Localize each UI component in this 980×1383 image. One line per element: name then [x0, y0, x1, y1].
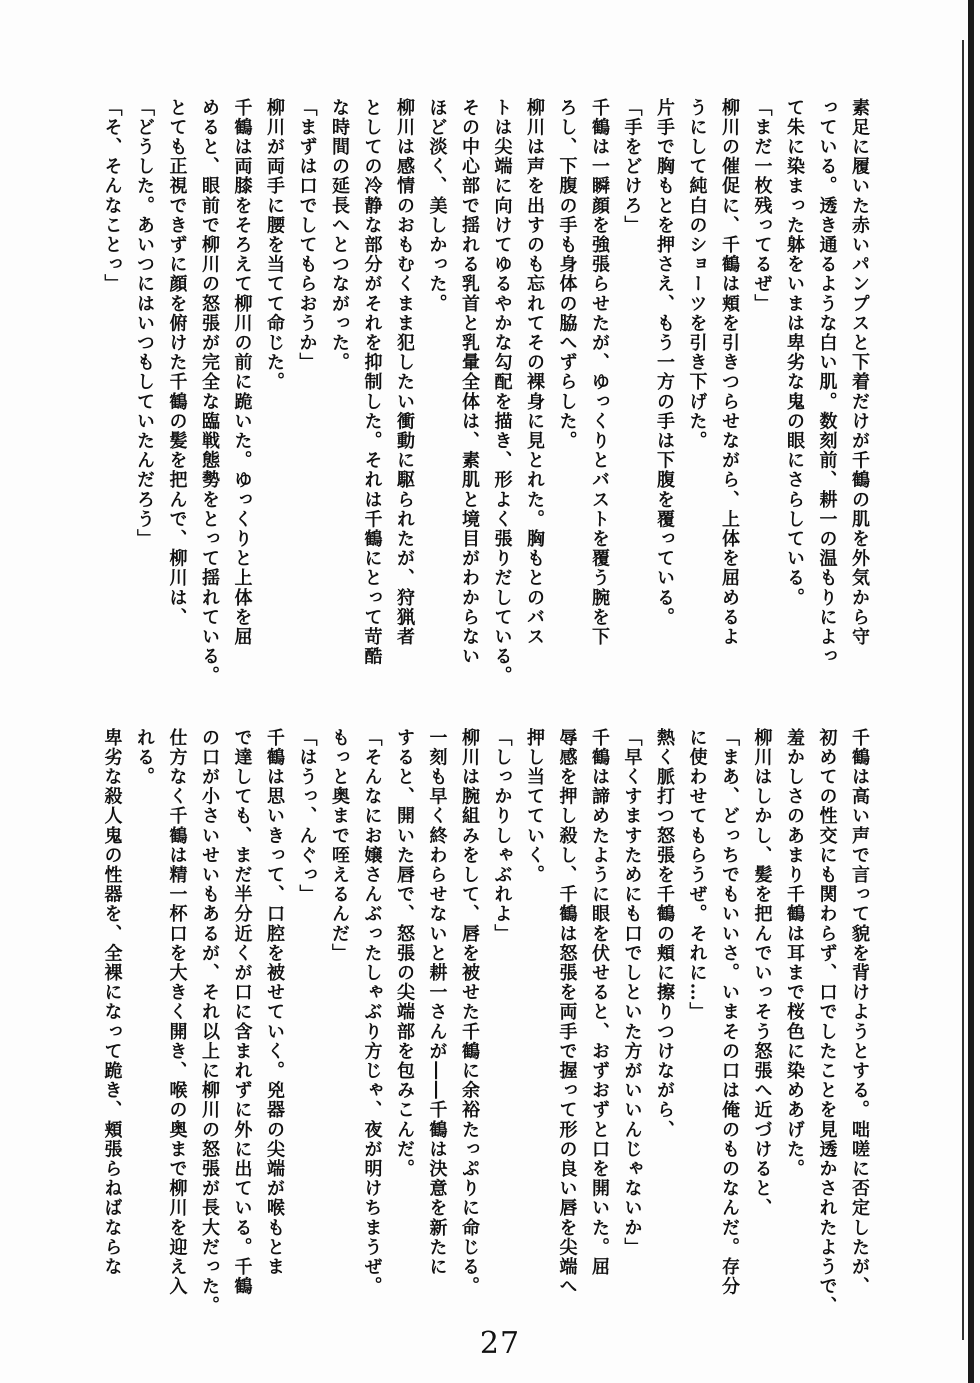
text-line: て朱に染まった躰をいまは卑劣な鬼の眼にさらしている。 [784, 98, 805, 608]
text-line: 「まずは口でしてもらおうか」 [296, 98, 318, 373]
text-line: めると、眼前で柳川の怒張が完全な臨戦態勢をとって揺れている。 [199, 98, 220, 686]
text-line: トは尖端に向けてゆるやかな勾配を描き、形よく張りだしている。 [491, 98, 513, 686]
text-line: 柳川は腕組みをして、唇を被せた千鶴に余裕たっぷりに命じる。 [459, 728, 480, 1297]
text-line: 千鶴は諦めたように眼を伏せると、おずおずと口を開いた。屈 [589, 728, 610, 1277]
text-line: すると、開いた唇で、怒張の尖端部を包みこんだ。 [394, 728, 415, 1179]
text-line: ほど淡く、美しかった。 [426, 98, 448, 314]
text-line: っている。透き通るような白い肌。数刻前、耕一の温もりによっ [816, 98, 838, 667]
text-line: 片手で胸もとを押さえ、もう一方の手は下腹を覆っている。 [654, 98, 675, 628]
text-line: とても正視できずに顔を俯けた千鶴の髪を把んで、柳川は、 [166, 98, 188, 628]
text-line: 羞かしさのあまり千鶴は耳まで桜色に染めあげた。 [784, 728, 805, 1179]
text-line: 「どうした。あいつにはいつもしていたんだろう」 [134, 98, 155, 549]
text-line: 柳川は声を出すのも忘れてその裸身に見とれた。胸もとのバス [524, 98, 545, 647]
text-line: 「まだ一枚残ってるぜ」 [751, 98, 773, 314]
text-line: 仕方なく千鶴は精一杯口を大きく開き、喉の奥まで柳川を迎え入 [166, 728, 188, 1297]
text-line: 素足に履いた赤いパンプスと下着だけが千鶴の肌を外気から守 [849, 98, 870, 647]
text-line: れる。 [134, 728, 155, 787]
page-number: 27 [479, 1326, 521, 1361]
text-line: 熱く脈打つ怒張を千鶴の頬に擦りつけながら、 [654, 728, 675, 1140]
text-line: 柳川の催促に、千鶴は頬を引きつらせながら、上体を屈めるよ [719, 98, 740, 647]
text-line: 一刻も早く終わらせないと耕一さんが――千鶴は決意を新たに [426, 728, 448, 1277]
text-line: に使わせてもらうぜ。それに…」 [686, 728, 708, 1022]
text-line: 柳川はしかし、髪を把んでいっそう怒張へ近づけると、 [751, 728, 773, 1218]
text-line: 押し当てていく。 [524, 728, 545, 885]
page-edge-line [962, 40, 964, 1340]
text-line: 「まあ、どっちでもいいさ。いまその口は俺のものなんだ。存分 [719, 728, 740, 1297]
text-line: 「しっかりしゃぶれよ」 [491, 728, 513, 944]
text-line: その中心部で揺れる乳首と乳暈全体は、素肌と境目がわからない [459, 98, 480, 667]
text-line: 柳川は感情のおもむくまま犯したい衝動に駆られたが、狩猟者 [394, 98, 415, 647]
text-line: 「そんなにお嬢さんぶったしゃぶり方じゃ、夜が明けちまうぜ。 [361, 728, 383, 1297]
text-line: 辱感を押し殺し、千鶴は怒張を両手で握って形の良い唇を尖端へ [556, 728, 578, 1297]
text-line: 千鶴は思いきって、口腔を被せていく。兇器の尖端が喉もとま [264, 728, 285, 1277]
text-line: うにして純白のショーツを引き下げた。 [686, 98, 708, 451]
text-line: の口が小さいせいもあるが、それ以上に柳川の怒張が長大だった。 [199, 728, 220, 1316]
text-line: 「そ、そんなことっ」 [101, 98, 123, 294]
text-line: 卑劣な殺人鬼の性器を、全裸になって跪き、頬張らねばならな [101, 728, 123, 1277]
text-line: 「手をどけろ」 [621, 98, 643, 236]
text-line: 初めての性交にも関わらず、口でしたことを見透かされたようで、 [816, 728, 838, 1316]
page-edge-shadow [968, 0, 974, 1383]
text-line: としての冷静な部分がそれを抑制した。それは千鶴にとって苛酷 [361, 98, 383, 667]
text-line: 千鶴は一瞬顔を強張らせたが、ゆっくりとバストを覆う腕を下 [589, 98, 610, 647]
text-line: な時間の延長へとつながった。 [329, 98, 350, 373]
lower-text-block [95, 728, 875, 1318]
text-line: 「早くすますためにも口でしといた方がいいんじゃないか」 [621, 728, 643, 1258]
text-line: 「はうっ、んぐっ」 [296, 728, 318, 905]
text-line: 柳川が両手に腰を当てて命じた。 [264, 98, 285, 392]
text-line: 千鶴は両膝をそろえて柳川の前に跪いた。ゆっくりと上体を屈 [231, 98, 253, 647]
text-line: もっと奥まで咥えるんだ」 [329, 728, 350, 964]
text-line: ろし、下腹の手も身体の脇へずらした。 [556, 98, 578, 451]
upper-text-block [95, 98, 875, 698]
text-line: で達しても、まだ半分近くが口に含まれずに外に出ている。千鶴 [231, 728, 253, 1297]
text-line: 千鶴は高い声で言って貌を背けようとする。咄嗟に否定したが、 [849, 728, 870, 1297]
